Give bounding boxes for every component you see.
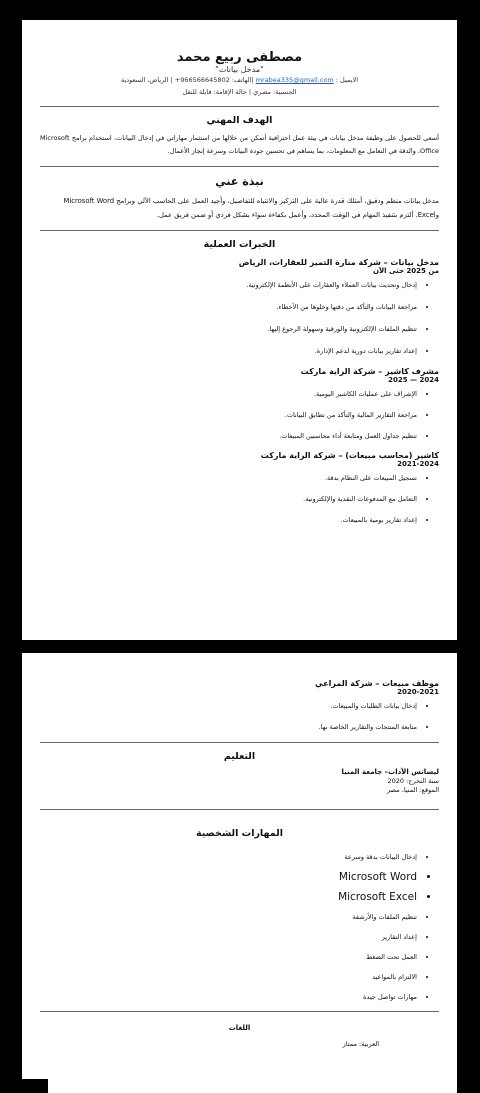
list-item: • تنظيم جداول العمل ومتابعة أداء محاسبين المبيعات.: [40, 430, 417, 442]
objective-title: الهدف المهني: [206, 115, 273, 126]
objective-text: أسعى للحصول على وظيفة مدخل بيانات في بيئة عمل احترافية أتمكن من خلالها من استثمار مهاراتي في إدخال البيانات، استخدام برامج Microsoft Office، والدقة في التعامل مع المعلومات، بما يساهم في تحسين جودة البيانات وسرعة إنجاز الأعمال.: [40, 134, 439, 155]
skills-list: [40, 851, 439, 1003]
job-title: كاشير (محاسب مبيعات) – شركة الراية ماركت: [260, 451, 439, 460]
divider: [40, 166, 439, 167]
job-title: موظف مبيعات – شركة المراعي: [315, 679, 439, 688]
job-date: من 2025 حتى الآن: [372, 267, 439, 275]
education-block: [40, 768, 439, 795]
job-entry: [40, 653, 439, 733]
divider: [40, 742, 439, 743]
nationality-line: الجنسية: مصري | حالة الإقامة: قابلة للنقل: [182, 88, 297, 96]
job-duties: [40, 388, 439, 442]
job-title: مشرف كاشير – شركة الراية ماركت: [300, 367, 439, 376]
job-date: 2021-2024: [397, 460, 439, 468]
graduation-year: سنة التخرج: 2020: [387, 777, 439, 785]
list-item: • تسجيل المبيعات على النظام بدقة.: [40, 472, 417, 484]
languages-title: اللغات: [228, 1024, 251, 1032]
job-subtitle: "مدخل بيانات": [215, 65, 264, 74]
list-item: • إدخال وتحديث بيانات العملاء والعقارات على الأنظمة الإلكترونية.: [40, 279, 417, 291]
list-item: • إدخال بيانات الطلبات والمبيعات.: [40, 700, 417, 712]
list-item: • العمل تحت الضغط: [40, 951, 417, 963]
phone-location: |الهاتف: 966566645802+ | الرياض، السعودية: [120, 76, 254, 84]
list-item: • إعداد التقارير: [40, 931, 417, 943]
job-entry: [40, 451, 439, 526]
job-title: مدخل بيانات – شركة منارة التميز للعقارات، الرياض: [238, 258, 439, 267]
divider: [40, 230, 439, 231]
education-location: الموقع: المنيا، مصر: [386, 786, 439, 794]
contact-line: [40, 74, 439, 86]
about-text: مدخل بيانات منظم ودقيق، أمتلك قدرة عالية على التركيز والانتباه للتفاصيل، وأجيد العمل على الحاسب الآلي وبرامج Microsoft Word وExcel. ألتزم بتنفيذ المهام في الوقت المحدد، وأعمل بكفاءة سواء بشكل فردي أو ضمن فريق عمل.: [63, 197, 439, 219]
list-item: • متابعة المنتجات والتقارير الخاصة بها.: [40, 721, 417, 733]
job-duties: [40, 279, 439, 357]
list-item: • تنظيم الملفات الإلكترونية والورقية وسهولة الرجوع إليها.: [40, 323, 417, 335]
email-link[interactable]: mrabea335@gmail.com: [255, 76, 334, 84]
cv-page-2: [22, 653, 457, 1093]
divider: [40, 809, 439, 810]
list-item: • إدخال البيانات بدقة وسرعة: [40, 851, 417, 863]
list-item: • إعداد تقارير يومية بالمبيعات.: [40, 514, 417, 526]
person-name: مصطفى ربيع محمد: [176, 50, 303, 65]
list-item: • الإشراف على عمليات الكاشير اليومية.: [40, 388, 417, 400]
job-duties: [40, 700, 439, 733]
list-item: • Microsoft Word: [40, 871, 417, 883]
list-item: • التعامل مع المدفوعات النقدية والإلكترونية.: [40, 493, 417, 505]
list-item: • Microsoft Excel: [40, 891, 417, 903]
list-item: • تنظيم الملفات والأرشفة: [40, 911, 417, 923]
degree: ليسانس الآداب– جامعة المنيا: [341, 768, 439, 776]
email-label: الايميل :: [335, 76, 359, 84]
job-duties: [40, 472, 439, 526]
education-title: التعليم: [223, 751, 256, 762]
job-date: 2024 — 2025: [388, 376, 439, 384]
list-item: • مهارات تواصل جيدة: [40, 991, 417, 1003]
language-arabic: العربية: ممتاز: [342, 1040, 379, 1048]
about-title: نبذة عني: [215, 175, 264, 188]
list-item: • مراجعة البيانات والتأكد من دقتها وخلوها من الأخطاء.: [40, 301, 417, 313]
divider: [40, 106, 439, 107]
list-item: • مراجعة التقارير المالية والتأكد من تطابق البيانات.: [40, 409, 417, 421]
divider: [40, 1011, 439, 1012]
redaction-block: [22, 1079, 48, 1093]
job-entry: [40, 258, 439, 357]
list-item: • إعداد تقارير بيانات دورية لدعم الإدارة.: [40, 345, 417, 357]
list-item: • الالتزام بالمواعيد: [40, 971, 417, 983]
cv-page-1: [22, 20, 457, 640]
skills-title: المهارات الشخصية: [196, 828, 283, 839]
job-entry: [40, 367, 439, 442]
job-date: 2020-2021: [397, 688, 439, 696]
experience-title: الخبرات العملية: [203, 239, 276, 250]
